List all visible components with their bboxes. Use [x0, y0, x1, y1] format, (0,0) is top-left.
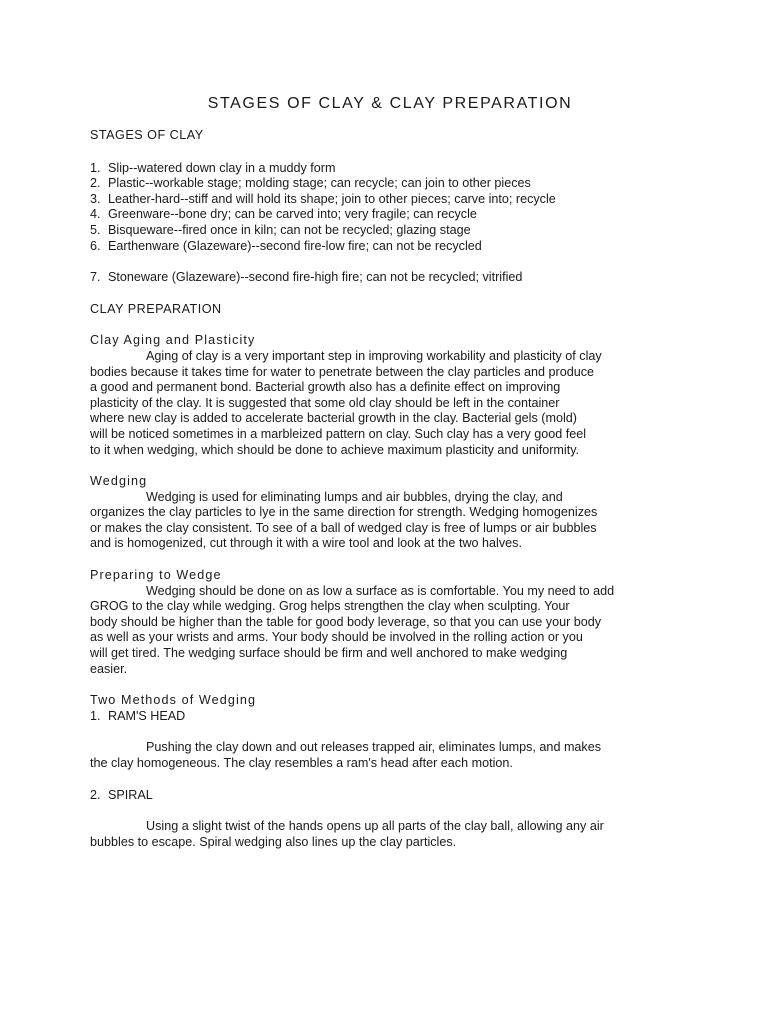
- methods-heading: Two Methods of Wedging: [90, 693, 257, 708]
- aging-heading: Clay Aging and Plasticity: [90, 333, 256, 348]
- preparing-line: body should be higher than the table for good body leverage, so that you can use your body: [90, 614, 602, 629]
- stage-text: Greenware--bone dry; can be carved into; very fragile; can recycle: [108, 207, 477, 222]
- preparing-line: GROG to the clay while wedging. Grog helps strengthen the clay when sculpting. Your: [90, 599, 570, 614]
- stage-number: 5.: [90, 222, 101, 237]
- stage-text: Bisqueware--fired once in kiln; can not be recycled; glazing stage: [108, 222, 471, 237]
- method-number: 2.: [90, 787, 101, 802]
- method-spiral: [90, 788, 690, 804]
- method-label: RAM'S HEAD: [108, 708, 186, 723]
- stage-number: 1.: [90, 160, 101, 175]
- stage-number: 2.: [90, 176, 101, 191]
- stage-number: 4.: [90, 207, 101, 222]
- stage-item-stoneware: [90, 270, 690, 286]
- stage-text: Plastic--workable stage; molding stage; can recycle; can join to other pieces: [108, 176, 531, 191]
- stage-item: [90, 161, 690, 177]
- rams-head-line: the clay homogeneous. The clay resembles a ram's head after each motion.: [90, 756, 513, 770]
- method-label: SPIRAL: [108, 787, 153, 802]
- preparing-paragraph: [90, 584, 690, 678]
- preparing-line: will get tired. The wedging surface should be firm and well anchored to make wedging: [90, 646, 568, 661]
- stage-item: [90, 239, 690, 255]
- stage-text: Slip--watered down clay in a muddy form: [108, 160, 336, 175]
- stage-item: [90, 192, 690, 208]
- rams-head-paragraph: [90, 740, 690, 771]
- wedging-line: organizes the clay particles to lye in the same direction for strength. Wedging homogenizes: [90, 505, 598, 520]
- aging-line: bodies because it takes time for water to penetrate between the clay particles and produce: [90, 364, 595, 379]
- aging-line: plasticity of the clay. It is suggested that some old clay should be left in the container: [90, 395, 560, 410]
- clay-preparation-heading: CLAY PREPARATION: [90, 301, 222, 316]
- aging-line: Aging of clay is a very important step in improving workability and plasticity of clay: [146, 348, 602, 363]
- wedging-heading: Wedging: [90, 474, 148, 489]
- preparing-line: Wedging should be done on as low a surface as is comfortable. You my need to add: [146, 583, 615, 598]
- stage-number: 6.: [90, 238, 101, 253]
- method-number: 1.: [90, 708, 101, 723]
- wedging-line: and is homogenized, cut through it with a wire tool and look at the two halves.: [90, 536, 522, 551]
- wedging-line: Wedging is used for eliminating lumps and air bubbles, drying the clay, and: [146, 489, 563, 504]
- stage-item: [90, 207, 690, 223]
- wedging-line: or makes the clay consistent. To see of a ball of wedged clay is free of lumps or air bubbles: [90, 520, 597, 535]
- preparing-heading: Preparing to Wedge: [90, 568, 222, 583]
- stage-number: 3.: [90, 191, 101, 206]
- aging-line: a good and permanent bond. Bacterial growth also has a definite effect on improving: [90, 380, 561, 395]
- stage-text: Earthenware (Glazeware)--second fire-low fire; can not be recycled: [108, 238, 482, 253]
- wedging-paragraph: [90, 490, 690, 552]
- aging-line: to it when wedging, which should be done to achieve maximum plasticity and uniformity.: [90, 442, 580, 457]
- rams-head-line: Pushing the clay down and out releases trapped air, eliminates lumps, and makes: [146, 740, 602, 755]
- spiral-line: bubbles to escape. Spiral wedging also lines up the clay particles.: [90, 834, 457, 849]
- method-rams-head: [90, 709, 690, 725]
- stage-item: [90, 223, 690, 239]
- spiral-line: Using a slight twist of the hands opens up all parts of the clay ball, allowing any air: [146, 819, 604, 834]
- document-page: [90, 94, 690, 850]
- aging-paragraph: [90, 349, 690, 458]
- stage-text: Leather-hard--stiff and will hold its shape; join to other pieces; carve into; recycle: [108, 191, 556, 206]
- stage-text: Stoneware (Glazeware)--second fire-high fire; can not be recycled; vitrified: [108, 270, 523, 285]
- stage-number: 7.: [90, 270, 101, 285]
- spiral-paragraph: [90, 819, 690, 850]
- stages-list: [90, 161, 690, 255]
- preparing-line: as well as your wrists and arms. Your body should be involved in the rolling action or you: [90, 630, 583, 645]
- aging-line: will be noticed sometimes in a marbleized pattern on clay. Such clay has a very good feel: [90, 426, 587, 441]
- stages-heading: STAGES OF CLAY: [90, 128, 204, 142]
- stage-item: [90, 176, 690, 192]
- preparing-line: easier.: [90, 661, 128, 676]
- document-title: STAGES OF CLAY & CLAY PREPARATION: [207, 95, 573, 112]
- aging-line: where new clay is added to accelerate bacterial growth in the clay. Bacterial gels (mold): [90, 411, 577, 426]
